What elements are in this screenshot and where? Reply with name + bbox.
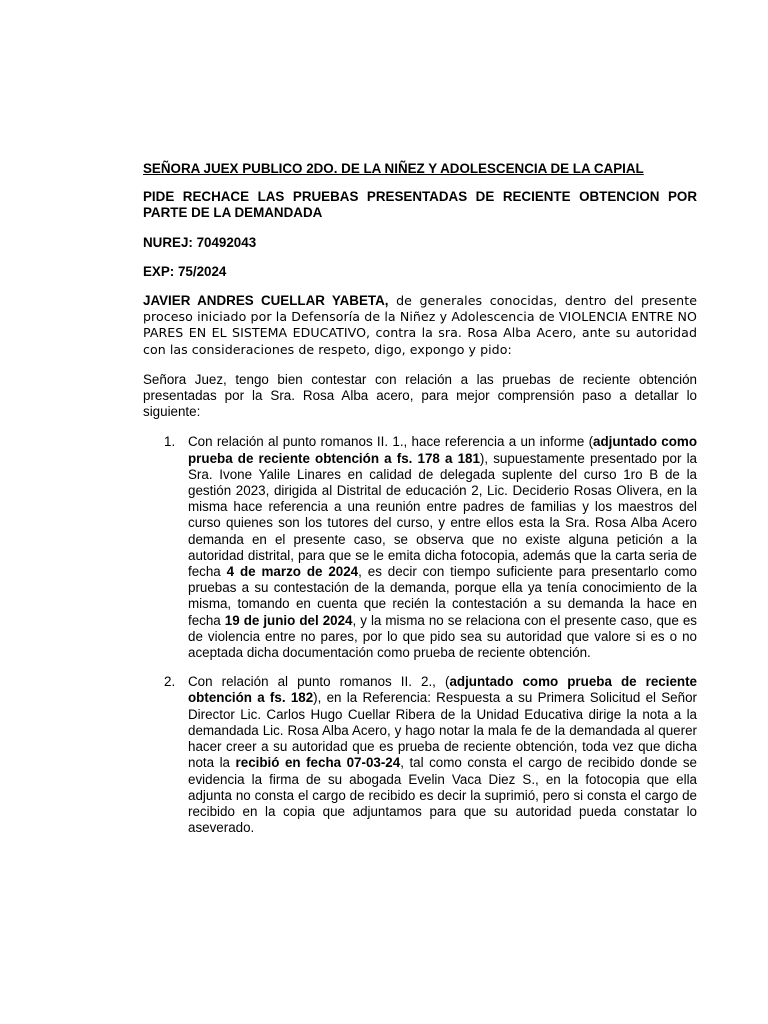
item-text: ), en la Referencia: Respuesta a su Primera Solicitud el Señor Director Lic. Carlos Hugo Cuellar Ribera de la Unidad Educativa dirige la nota a la demandada Lic. Rosa Alba Acero, y hago notar la mala fe de la demandada al querer hacer creer a su autoridad que es prueba de reciente obtención, toda vez que dicha nota la xyxy=(188,690,697,771)
nurej-line: NUREJ: 70492043 xyxy=(143,234,257,250)
list-item xyxy=(143,434,697,661)
item-text: , tal como consta el cargo de recibido donde se evidencia la firma de su abogada Evelin Vaca Diez S., en la fotocopia que ella adjunta no consta el cargo de recibido es decir la suprimió, pero si consta el cargo de recibido en la copia que adjuntamos para que su autoridad pueda constatar lo aseverado. xyxy=(188,755,697,836)
response-paragraph: Señora Juez, tengo bien contestar con relación a las pruebas de reciente obtención presentadas por la Sra. Rosa Alba acero, para mejor comprensión paso a detallar lo siguiente: xyxy=(143,371,697,420)
subject-heading: PIDE RECHACE LAS PRUEBAS PRESENTADAS DE RECIENTE OBTENCION POR PARTE DE LA DEMANDADA xyxy=(143,189,697,221)
addressee-heading: SEÑORA JUEX PUBLICO 2DO. DE LA NIÑEZ Y ADOLESCENCIA DE LA CAPIAL xyxy=(143,161,644,176)
intro-text: de generales conocidas, dentro del presente proceso iniciado por la Defensoría de la Niñez y Adolescencia de VIOLENCIA ENTRE NO PARES EN EL SISTEMA EDUCATIVO, contra la sra. Rosa Alba Acero, ante su autoridad con las consideraciones de respeto, digo, expongo y pido: xyxy=(143,293,697,357)
item-emphasis: adjuntado como prueba de reciente obtención a fs. 182 xyxy=(188,674,697,706)
item-text: , y la misma no se relaciona con el presente caso, que es de violencia entre no pares, por lo que pido sea su autoridad que valore si es o no aceptada dicha documentación como prueba de reciente obtención. xyxy=(188,612,697,661)
document-page xyxy=(143,161,697,849)
item-text: Con relación al punto romanos II. 2., ( xyxy=(188,674,450,690)
petitioner-name: JAVIER ANDRES CUELLAR YABETA, xyxy=(143,293,389,309)
item-text: , es decir con tiempo suficiente para presentarlo como pruebas a su contestación de la demanda, porque ella ya tenía conocimiento de la misma, tomando en cuenta que recién la contestación a su demanda la hace en fecha xyxy=(188,564,698,628)
item-emphasis: 4 de marzo de 2024 xyxy=(226,564,359,580)
item-text: Con relación al punto romanos II. 1., hace referencia a un informe ( xyxy=(188,434,594,450)
list-number: 2. xyxy=(164,674,176,690)
list-number: 1. xyxy=(164,434,176,450)
item-text: ), supuestamente presentado por la Sra. Ivone Yalile Linares en calidad de delegada suplente del curso 1ro B de la gestión 2023, dirigida al Distrital de educación 2, Lic. Deciderio Rosas Olivera, en la misma hace referencia a una reunión entre padres de familias y los maestros del curso quienes son los tutores del curso, y entre ellos esta la Sra. Rosa Alba Acero demanda en el presente caso, se observa que no existe alguna petición a la autoridad distrital, para que se le emita dicha fotocopia, además que la carta seria de fecha xyxy=(188,450,697,580)
item-emphasis: adjuntado como prueba de reciente obtención a fs. 178 a 181 xyxy=(188,434,698,466)
numbered-list xyxy=(143,434,697,836)
item-emphasis: recibió en fecha 07-03-24 xyxy=(235,755,401,771)
intro-paragraph xyxy=(143,293,697,358)
item-emphasis: 19 de junio del 2024 xyxy=(224,612,353,628)
list-item xyxy=(143,674,697,836)
exp-line: EXP: 75/2024 xyxy=(143,263,227,279)
